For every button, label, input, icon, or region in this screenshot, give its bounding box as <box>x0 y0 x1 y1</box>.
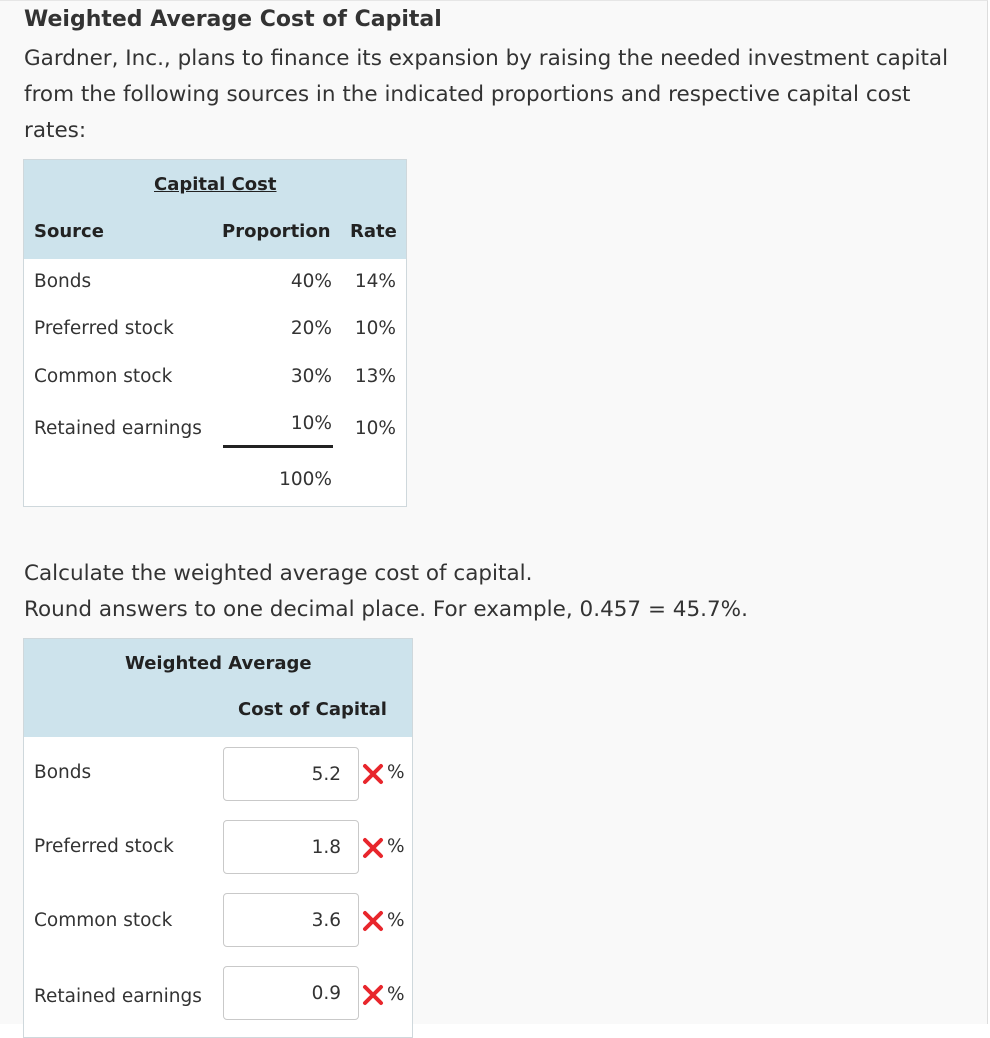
capital-sources-table <box>23 159 407 507</box>
red-x-icon <box>362 984 384 1006</box>
source-label: Preferred stock <box>34 318 174 339</box>
total-proportion: 100% <box>279 469 332 490</box>
problem-intro: Gardner, Inc., plans to finance its expansion by raising the needed investment capital from the following sources in the indicated proportions and respective capital cost rates: <box>24 46 949 143</box>
red-x-icon <box>362 763 384 785</box>
red-x-icon <box>362 837 384 859</box>
capital-sources-table-header <box>24 160 406 259</box>
rate-value: 13% <box>354 366 396 387</box>
answer-row-label: Retained earnings <box>34 986 202 1007</box>
red-x-icon <box>362 910 384 932</box>
bonds-answer-input[interactable] <box>223 747 359 801</box>
capital-cost-group-header: Capital Cost <box>154 174 277 195</box>
proportion-value: 20% <box>290 318 332 339</box>
wacc-answer-table-header <box>24 639 412 737</box>
retained-earnings-answer-input[interactable] <box>223 966 359 1020</box>
answer-row-label: Preferred stock <box>34 836 174 857</box>
percent-unit: % <box>387 984 405 1005</box>
wacc-answer-table <box>23 638 413 1038</box>
source-label: Bonds <box>34 271 92 292</box>
rate-column-header: Rate <box>350 221 397 242</box>
source-column-header: Source <box>34 221 104 242</box>
total-divider <box>223 445 333 448</box>
answer-row-label: Common stock <box>34 910 173 931</box>
common-stock-answer-input[interactable] <box>223 893 359 947</box>
rate-value: 14% <box>354 271 396 292</box>
question-text: Calculate the weighted average cost of capital. <box>24 561 533 586</box>
answer-row-label: Bonds <box>34 762 92 783</box>
proportion-value: 10% <box>290 413 332 434</box>
percent-unit: % <box>387 910 405 931</box>
proportion-column-header: Proportion <box>222 221 331 242</box>
rate-value: 10% <box>354 418 396 439</box>
source-label: Common stock <box>34 366 173 387</box>
weighted-average-header: Weighted Average <box>125 653 312 674</box>
proportion-value: 40% <box>290 271 332 292</box>
rate-value: 10% <box>354 318 396 339</box>
proportion-value: 30% <box>290 366 332 387</box>
percent-unit: % <box>387 836 405 857</box>
rounding-instruction: Round answers to one decimal place. For example, 0.457 = 45.7%. <box>24 597 748 622</box>
cost-of-capital-header: Cost of Capital <box>238 699 387 720</box>
percent-unit: % <box>387 762 405 783</box>
source-label: Retained earnings <box>34 418 202 439</box>
problem-title: Weighted Average Cost of Capital <box>24 7 442 32</box>
preferred-stock-answer-input[interactable] <box>223 820 359 874</box>
